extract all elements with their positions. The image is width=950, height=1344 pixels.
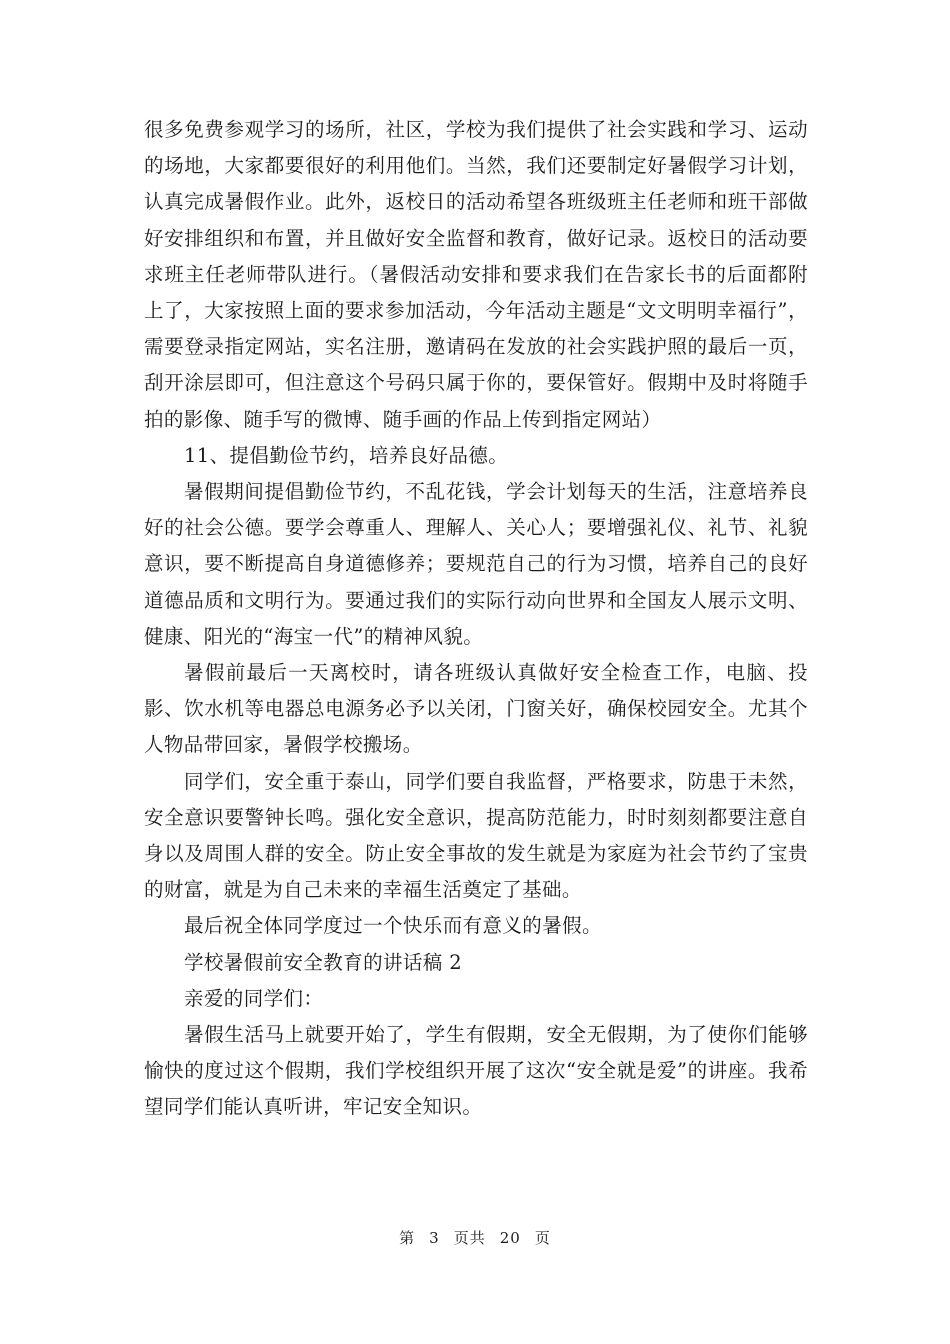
current-page-number: 3 bbox=[429, 1229, 440, 1247]
footer-suffix: 页 bbox=[534, 1229, 551, 1247]
paragraph-intro-speech-2: 暑假生活马上就要开始了，学生有假期，安全无假期，为了使你们能够愉快的度过这个假期，我们学校组织开展了这次“安全就是爱”的讲座。我希望同学们能认真听讲，牢记安全知识。 bbox=[144, 1023, 808, 1119]
footer-prefix: 第 bbox=[399, 1229, 416, 1247]
speech-title-2: 学校暑假前安全教育的讲话稿 2 bbox=[184, 950, 463, 974]
document-body bbox=[144, 112, 808, 1126]
salutation: 亲爱的同学们： bbox=[184, 986, 324, 1010]
total-pages-number: 20 bbox=[499, 1229, 521, 1247]
section-heading-11: 11、提倡勤俭节约，培养良好品德。 bbox=[184, 443, 509, 467]
footer-mid: 页共 bbox=[453, 1229, 486, 1247]
page-footer bbox=[0, 1227, 950, 1248]
paragraph-closing-wish: 最后祝全体同学度过一个快乐而有意义的暑假。 bbox=[184, 914, 602, 938]
paragraph-leaving-school: 暑假前最后一天离校时，请各班级认真做好安全检查工作，电脑、投影、饮水机等电器总电源务必予以关闭，门窗关好，确保校园安全。尤其个人物品带回家，暑假学校搬场。 bbox=[144, 661, 808, 757]
paragraph-frugality: 暑假期间提倡勤俭节约，不乱花钱，学会计划每天的生活，注意培养良好的社会公德。要学会尊重人、理解人、关心人；要增强礼仪、礼节、礼貌意识，要不断提高自身道德修养；要规范自己的行为习惯，培养自己的良好道德品质和文明行为。要通过我们的实际行动向世界和全国友人展示文明、健康、阳光的“海宝一代”的精神风貌。 bbox=[144, 480, 808, 648]
paragraph-safety-first: 同学们，安全重于泰山，同学们要自我监督，严格要求，防患于未然，安全意识要警钟长鸣。强化安全意识，提高防范能力，时时刻刻都要注意自身以及周围人群的安全。防止安全事故的发生就是为家庭为社会节约了宝贵的财富，就是为自己未来的幸福生活奠定了基础。 bbox=[144, 769, 808, 902]
paragraph-continuation: 很多免费参观学习的场所，社区，学校为我们提供了社会实践和学习、运动的场地，大家都要很好的利用他们。当然，我们还要制定好暑假学习计划，认真完成暑假作业。此外，返校日的活动希望各班级班主任老师和班干部做好安排组织和布置，并且做好安全监督和教育，做好记录。返校日的活动要求班主任老师带队进行。（暑假活动安排和要求我们在告家长书的后面都附上了，大家按照上面的要求参加活动，今年活动主题是“文文明明幸福行”，需要登录指定网站，实名注册，邀请码在发放的社会实践护照的最后一页，刮开涂层即可，但注意这个号码只属于你的，要保管好。假期中及时将随手拍的影像、随手写的微博、随手画的作品上传到指定网站） bbox=[144, 118, 808, 431]
